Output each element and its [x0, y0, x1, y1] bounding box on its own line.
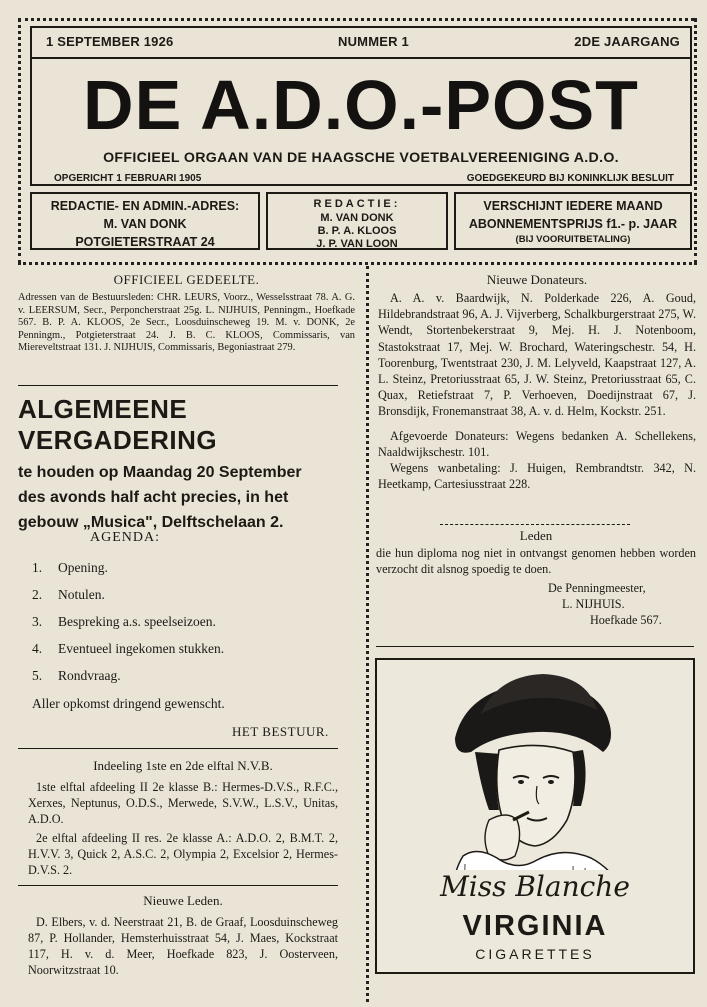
agenda-text-2: Notulen. [58, 587, 105, 602]
teams-heading: Indeeling 1ste en 2de elftal N.V.B. [93, 758, 273, 773]
agenda-heading: AGENDA: [90, 530, 160, 545]
newspaper-subtitle: OFFICIEEL ORGAAN VAN DE HAAGSCHE VOETBALVEREENIGING A.D.O. [103, 150, 619, 166]
leden-signature [376, 581, 696, 635]
treasurer-title: De Penningmeester, [548, 581, 646, 595]
masthead-bottom-border [18, 262, 697, 265]
address-name: M. VAN DONK [103, 217, 187, 231]
masthead [30, 26, 694, 262]
agenda-num-5: 5. [32, 668, 43, 683]
new-members-block [28, 893, 338, 978]
agenda-text-3: Bespreking a.s. speelseizoen. [58, 614, 216, 629]
right-border [694, 18, 697, 264]
masthead-topline [42, 34, 680, 54]
removed-donors-label: Afgevoerde Donateurs: [390, 428, 509, 443]
leden-text: die hun diploma nog niet in ontvangst genomen hebben worden verzocht dit alsnog spoedig te doen. [376, 546, 696, 576]
official-text: Adressen van de Bestuursleden: CHR. LEURS, Voorz., Wesselsstraat 78. A. G. v. LEERSUM, Secr., Perponcherstraat 25g. L. NIJHUIS, Penningm., Hoefkade 567. B. P. A. KLOOS, 2e Secr., Loosduinscheweg 19. M. v. DONK, 2e Penningm., Potgieterstraat 24. J. B. C. KLOOS, Commissaris, van Miereveltstraat 131. J. NIJHUIS, Commissaris, Begoniastraat 279. [18, 292, 355, 354]
editor-3: J. P. VAN LOON [316, 238, 398, 250]
address-label: REDACTIE- EN ADMIN.-ADRES: [50, 199, 240, 213]
agenda-signature: HET BESTUUR. [232, 724, 329, 739]
donors-heading: Nieuwe Donateurs. [486, 272, 588, 287]
agenda-text-4: Eventueel ingekomen stukken. [58, 641, 225, 656]
teams-first: 1ste elftal afdeeling II 2e klasse B.: Hermes-D.V.S., R.F.C., Xerxes, Neptunus, O.D.S., Merwede, S.V.W., L.S.V., Unitas, A.D.O. [28, 780, 338, 826]
meeting-line-1: te houden op Maandag 20 September [18, 464, 302, 481]
rule-2 [18, 748, 338, 749]
volume: 2DE JAARGANG [574, 34, 680, 49]
issue-date: 1 SEPTEMBER 1926 [46, 34, 174, 49]
new-members-text: D. Elbers, v. d. Neerstraat 21, B. de Graaf, Loosduinscheweg 87, P. Hollander, Hemsterhuisstraat 54, J. Maes, Kockstraat 117, H. v. d. Meer, Hoefkade 823, J. Oosterveen, Noorwitzstraat 10. [28, 915, 338, 977]
issue-number: NUMMER 1 [338, 34, 409, 49]
advert-product: VIRGINIA [462, 910, 608, 942]
editors-box [266, 192, 448, 250]
agenda-num-3: 3. [32, 614, 43, 629]
removed-donors-text: Wegens bedanken A. Schellekens, Naaldwijkschestr. 101. [378, 428, 696, 459]
agenda-text-1: Opening. [58, 560, 108, 575]
rule-3 [18, 885, 338, 886]
subscription-price: ABONNEMENTSPRIJS f1.- p. JAAR [468, 217, 678, 231]
newspaper-title: DE A.D.O.-POST [83, 66, 639, 144]
agenda-num-4: 4. [32, 641, 43, 656]
hand [485, 815, 520, 860]
editor-1: M. VAN DONK [320, 212, 394, 224]
royal-approval: GOEDGEKEURD BIJ KONINKLIJK BESLUIT [466, 173, 674, 184]
treasurer-name: L. NIJHUIS. [562, 597, 625, 611]
teams-second: 2e elftal afdeeling II res. 2e klasse A.: A.D.O. 2, B.M.T. 2, H.V.V. 3, Quick 2, A.S.C. 2, Olympia 2, Excelsior 2, Hermes-D.V.S. 2. [28, 831, 338, 877]
top-border [18, 18, 694, 21]
column-divider [366, 266, 369, 1002]
treasurer-address: Hoefkade 567. [590, 613, 662, 627]
subscription-note: (BIJ VOORUITBETALING) [515, 234, 631, 245]
agenda [32, 530, 342, 740]
donors-text: A. A. v. Baardwijk, N. Polderkade 226, A. Goud, Hildebrandstraat 96, A. J. Vijverberg, Schalkburgerstraat 275, W. Wendt, Stortenbekerstraat 9, Mej. H. J. Notenboom, Stastokstraat 17, Mej. W. Brochard, Wateringschestr. 54, H. Toorenburg, Twentstraat 230, J. M. Lelyveld, Kaapstraat 127, A. L. Steinz, Pretoriusstraat 65, J. W. Steinz, Pretoriusstraat 65, C. Quax, Retiefstraat 7, P. Verhoeven, Doedijnstraat 67, J. Bronsdijk, Fronemanstraat 38, A. v. d. Helm, Kockstr. 251. [378, 291, 696, 419]
donors-block [378, 272, 696, 492]
nonpayment-donors: Wegens wanbetaling: J. Huigen, Rembrandtstr. 342, N. Heetkamp, Cartesiusstraat 228. [378, 461, 696, 492]
removed-donors [378, 428, 696, 460]
meeting-block [18, 394, 358, 535]
meeting-line-3: gebouw „Musica", Delftschelaan 2. [18, 514, 284, 531]
address-box [30, 192, 260, 250]
advert-brand: Miss Blanche [440, 870, 630, 903]
leden-block [376, 528, 696, 635]
meeting-line-2: des avonds half acht precies, in het [18, 489, 289, 506]
rule-right-2 [376, 646, 694, 647]
editor-2: B. P. A. KLOOS [317, 225, 397, 237]
masthead-foot [54, 173, 674, 185]
rule-right-1 [440, 524, 630, 525]
advert-tagline: CIGARETTES [475, 946, 595, 962]
meeting-heading: ALGEMEENE VERGADERING [18, 394, 218, 455]
masthead-rule [32, 57, 690, 59]
official-heading: OFFICIEEL GEDEELTE. [113, 272, 260, 287]
subscription-box [454, 192, 692, 250]
cigarette-advertisement [375, 658, 695, 974]
agenda-num-2: 2. [32, 587, 43, 602]
agenda-closing: Aller opkomst dringend gewenscht. [32, 696, 225, 711]
address-street: POTGIETERSTRAAT 24 [75, 235, 215, 249]
teams-block [28, 758, 338, 878]
subscription-frequency: VERSCHIJNT IEDERE MAAND [483, 199, 663, 213]
founded-date: OPGERICHT 1 FEBRUARI 1905 [54, 173, 202, 184]
agenda-num-1: 1. [32, 560, 43, 575]
masthead-box [30, 26, 692, 186]
new-members-heading: Nieuwe Leden. [143, 893, 223, 908]
leden-heading: Leden [519, 528, 553, 543]
rule-1 [18, 385, 338, 386]
left-border [18, 18, 21, 264]
agenda-text-5: Rondvraag. [58, 668, 121, 683]
editors-label: REDACTIE: [313, 198, 401, 210]
